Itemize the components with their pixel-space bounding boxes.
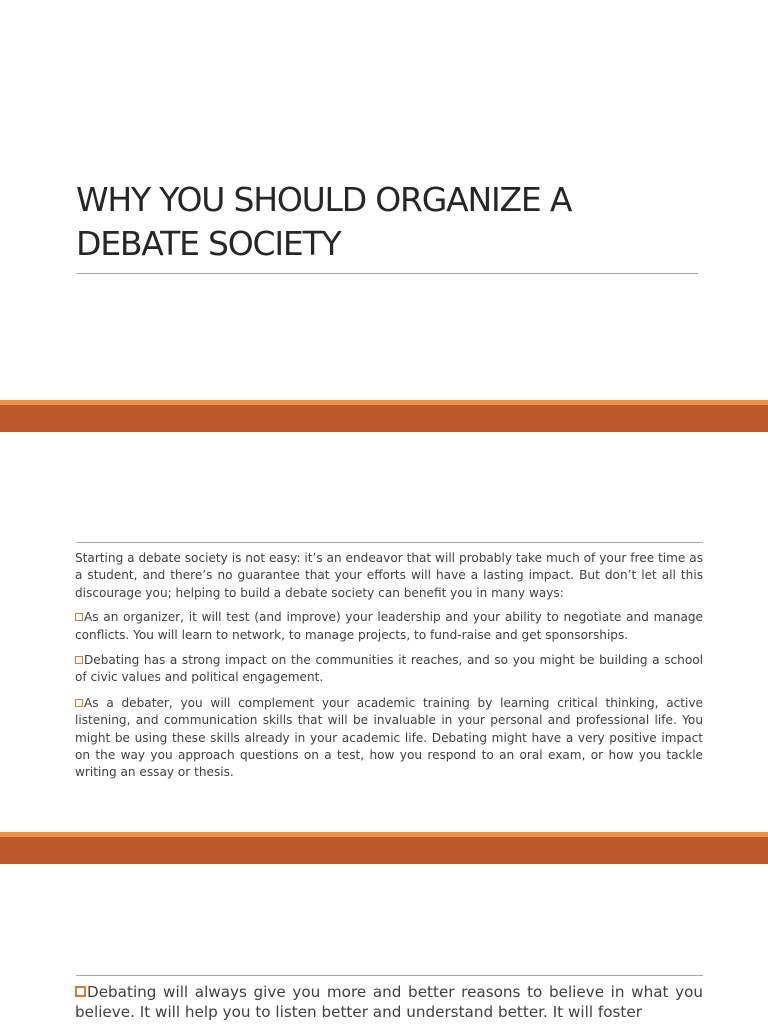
hollow-square-bullet-icon bbox=[75, 699, 83, 707]
slide-reasons bbox=[0, 432, 768, 832]
list-item bbox=[75, 652, 703, 687]
page-title bbox=[76, 178, 716, 266]
bullet-text: As an organizer, it will test (and improve) your leadership and your ability to negotiate and manage conflicts. You will learn to network, to manage projects, to fund-raise and get sponsorships. bbox=[75, 610, 703, 642]
slide-body bbox=[75, 982, 703, 1024]
title-divider bbox=[76, 273, 698, 274]
list-item bbox=[75, 609, 703, 644]
bullet-text: Debating has a strong impact on the communities it reaches, and so you might be building a school of civic values and political engagement. bbox=[75, 653, 703, 685]
list-item bbox=[75, 982, 703, 1022]
title-line-2: DEBATE SOCIETY bbox=[76, 224, 341, 263]
slide-separator-bar bbox=[0, 400, 768, 432]
title-line-1: WHY YOU SHOULD ORGANIZE A bbox=[76, 180, 572, 219]
list-item bbox=[75, 695, 703, 782]
hollow-square-bullet-icon bbox=[75, 613, 83, 621]
hollow-square-bullet-icon bbox=[75, 986, 86, 997]
slide-title bbox=[0, 0, 768, 400]
slide-more-reasons bbox=[0, 864, 768, 1024]
content-divider bbox=[76, 542, 703, 543]
slide-body bbox=[75, 550, 703, 790]
hollow-square-bullet-icon bbox=[75, 656, 83, 664]
bullet-text: Debating will always give you more and better reasons to believe in what you believe. It will help you to listen better and understand better. It will foster bbox=[75, 983, 703, 1021]
content-divider bbox=[76, 975, 703, 976]
slide-separator-bar bbox=[0, 832, 768, 864]
bullet-text: As a debater, you will complement your academic training by learning critical thinking, active listening, and communication skills that will be invaluable in your personal and professional life. You might be using these skills already in your academic life. Debating might have a very positive impact on the way you approach questions on a test, how you respond to an oral exam, or how you tackle writing an essay or thesis. bbox=[75, 695, 703, 780]
intro-paragraph: Starting a debate society is not easy: it’s an endeavor that will probably take much of your free time as a student, and there’s no guarantee that your efforts will have a lasting impact. But don’t let all this discourage you; helping to build a debate society can benefit you in many ways: bbox=[75, 551, 703, 600]
